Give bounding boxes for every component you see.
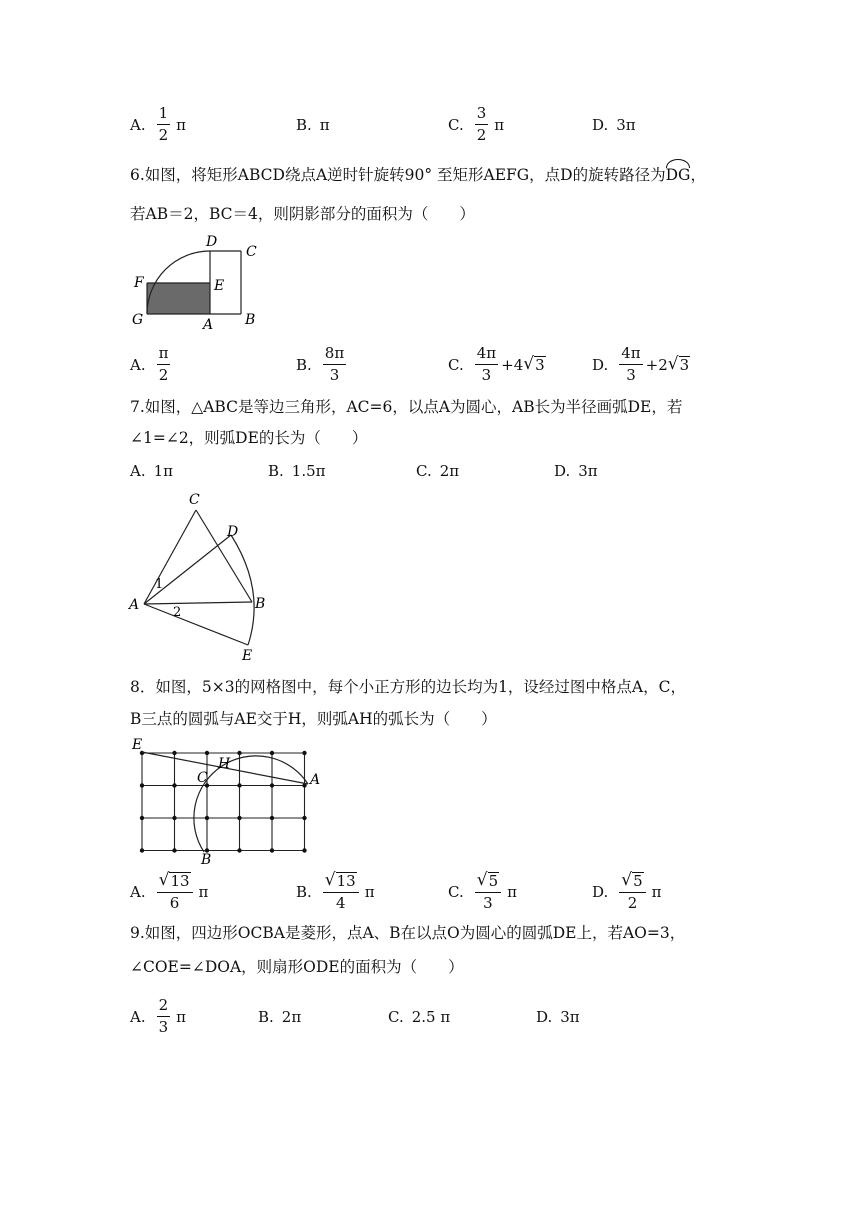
grid-point: [237, 848, 241, 852]
label-angle-2: 2: [173, 605, 182, 620]
q8-option-b: B. √ 13 4 π: [296, 870, 375, 912]
label-h: H: [218, 756, 231, 772]
grid-point: [172, 816, 176, 820]
grid-point: [270, 848, 274, 852]
q8-option-c: C. √ 5 3 π: [448, 870, 517, 912]
label-g: G: [132, 312, 144, 328]
arc-symbol: DG: [665, 166, 691, 184]
q9-stem-line1: 9.如图，四边形OCBA是菱形，点A、B在以点O为圆心的圆弧DE上，若AO=3，: [130, 924, 686, 942]
q9-option-b: B. 2π: [258, 1008, 302, 1026]
grid-point: [172, 751, 176, 755]
label-e: E: [242, 648, 253, 664]
q7-option-b: B. 1.5π: [268, 462, 326, 480]
q8-option-a: A. √ 13 6 π: [130, 870, 209, 912]
grid-point: [237, 751, 241, 755]
label-a: A: [310, 772, 321, 788]
q8-stem-line2: B三点的圆弧与AE交于H，则弧AH的弧长为（ ）: [130, 710, 497, 728]
label-d: D: [206, 234, 218, 250]
q5-option-a: A. $\frac{1}{2}$ π: [130, 104, 187, 144]
q7-option-d: D. 3π: [554, 462, 598, 480]
q9-option-a: A. $\frac{2}{3}$ π: [130, 996, 187, 1036]
q6-option-a: A. $\frac{\pi}{2}$: [130, 344, 169, 384]
q5-option-c: C. $\frac{3}{2}$ π: [448, 104, 505, 144]
q8-option-d: D. √ 5 2 π: [592, 870, 662, 912]
q8-figure: [128, 737, 328, 867]
grid-point: [302, 816, 306, 820]
grid-point: [270, 751, 274, 755]
label-c: C: [189, 492, 200, 508]
q9-option-d: D. 3π: [536, 1008, 580, 1026]
label-e: E: [132, 737, 143, 753]
label-d: D: [227, 524, 239, 540]
q6-stem-line2: 若AB＝2，BC＝4，则阴影部分的面积为（ ）: [130, 205, 475, 223]
grid-point: [302, 751, 306, 755]
label-a: A: [203, 317, 214, 332]
grid-point: [302, 848, 306, 852]
label-c: C: [246, 244, 257, 260]
grid-point: [270, 816, 274, 820]
shaded-region: [147, 283, 210, 314]
grid-point: [205, 751, 209, 755]
q6-stem-line1: 6.如图，将矩形ABCD绕点A逆时针旋转90° 至矩形AEFG，点D的旋转路径为DG，: [130, 166, 706, 184]
q7-option-c: C. 2π: [416, 462, 460, 480]
label-c: C: [197, 770, 208, 786]
q6-option-d: D. $\frac{4\pi}{3}$ +2 √ 3: [592, 344, 690, 384]
q6-option-b: B. $\frac{8\pi}{3}$: [296, 344, 345, 384]
grid-point: [172, 783, 176, 787]
label-a: A: [129, 597, 140, 613]
q7-stem-line1: 7.如图，△ABC是等边三角形，AC=6，以点A为圆心，AB长为半径画弧DE，若: [130, 398, 683, 416]
q5-option-b: B. π: [296, 116, 330, 134]
grid-point: [140, 848, 144, 852]
label-f: F: [134, 275, 144, 291]
label-angle-1: 1: [155, 577, 164, 592]
grid-point: [270, 783, 274, 787]
q9-option-c: C. 2.5 π: [388, 1008, 451, 1026]
q6-figure: [128, 232, 278, 332]
q5-option-d: D. 3π: [592, 116, 636, 134]
arc-acb: [194, 756, 308, 852]
label-b: B: [201, 852, 212, 867]
q7-option-a: A. 1π: [130, 462, 174, 480]
q7-stem-line2: ∠1=∠2，则弧DE的长为（ ）: [130, 429, 368, 447]
label-b: B: [255, 596, 266, 612]
grid-point: [237, 816, 241, 820]
arc-de: [231, 535, 254, 645]
label-e: E: [214, 278, 225, 294]
grid-point: [140, 816, 144, 820]
label-b: B: [245, 312, 256, 328]
q9-stem-line2: ∠COE=∠DOA，则扇形ODE的面积为（ ）: [130, 958, 464, 976]
grid-point: [205, 816, 209, 820]
grid-point: [237, 783, 241, 787]
grid-point: [140, 783, 144, 787]
q8-stem-line1: 8．如图，5×3的网格图中，每个小正方形的边长均为1，设经过图中格点A，C，: [130, 678, 686, 696]
grid-point: [172, 848, 176, 852]
q6-option-c: C. $\frac{4\pi}{3}$ +4 √ 3: [448, 344, 545, 384]
q7-figure: [126, 490, 286, 665]
